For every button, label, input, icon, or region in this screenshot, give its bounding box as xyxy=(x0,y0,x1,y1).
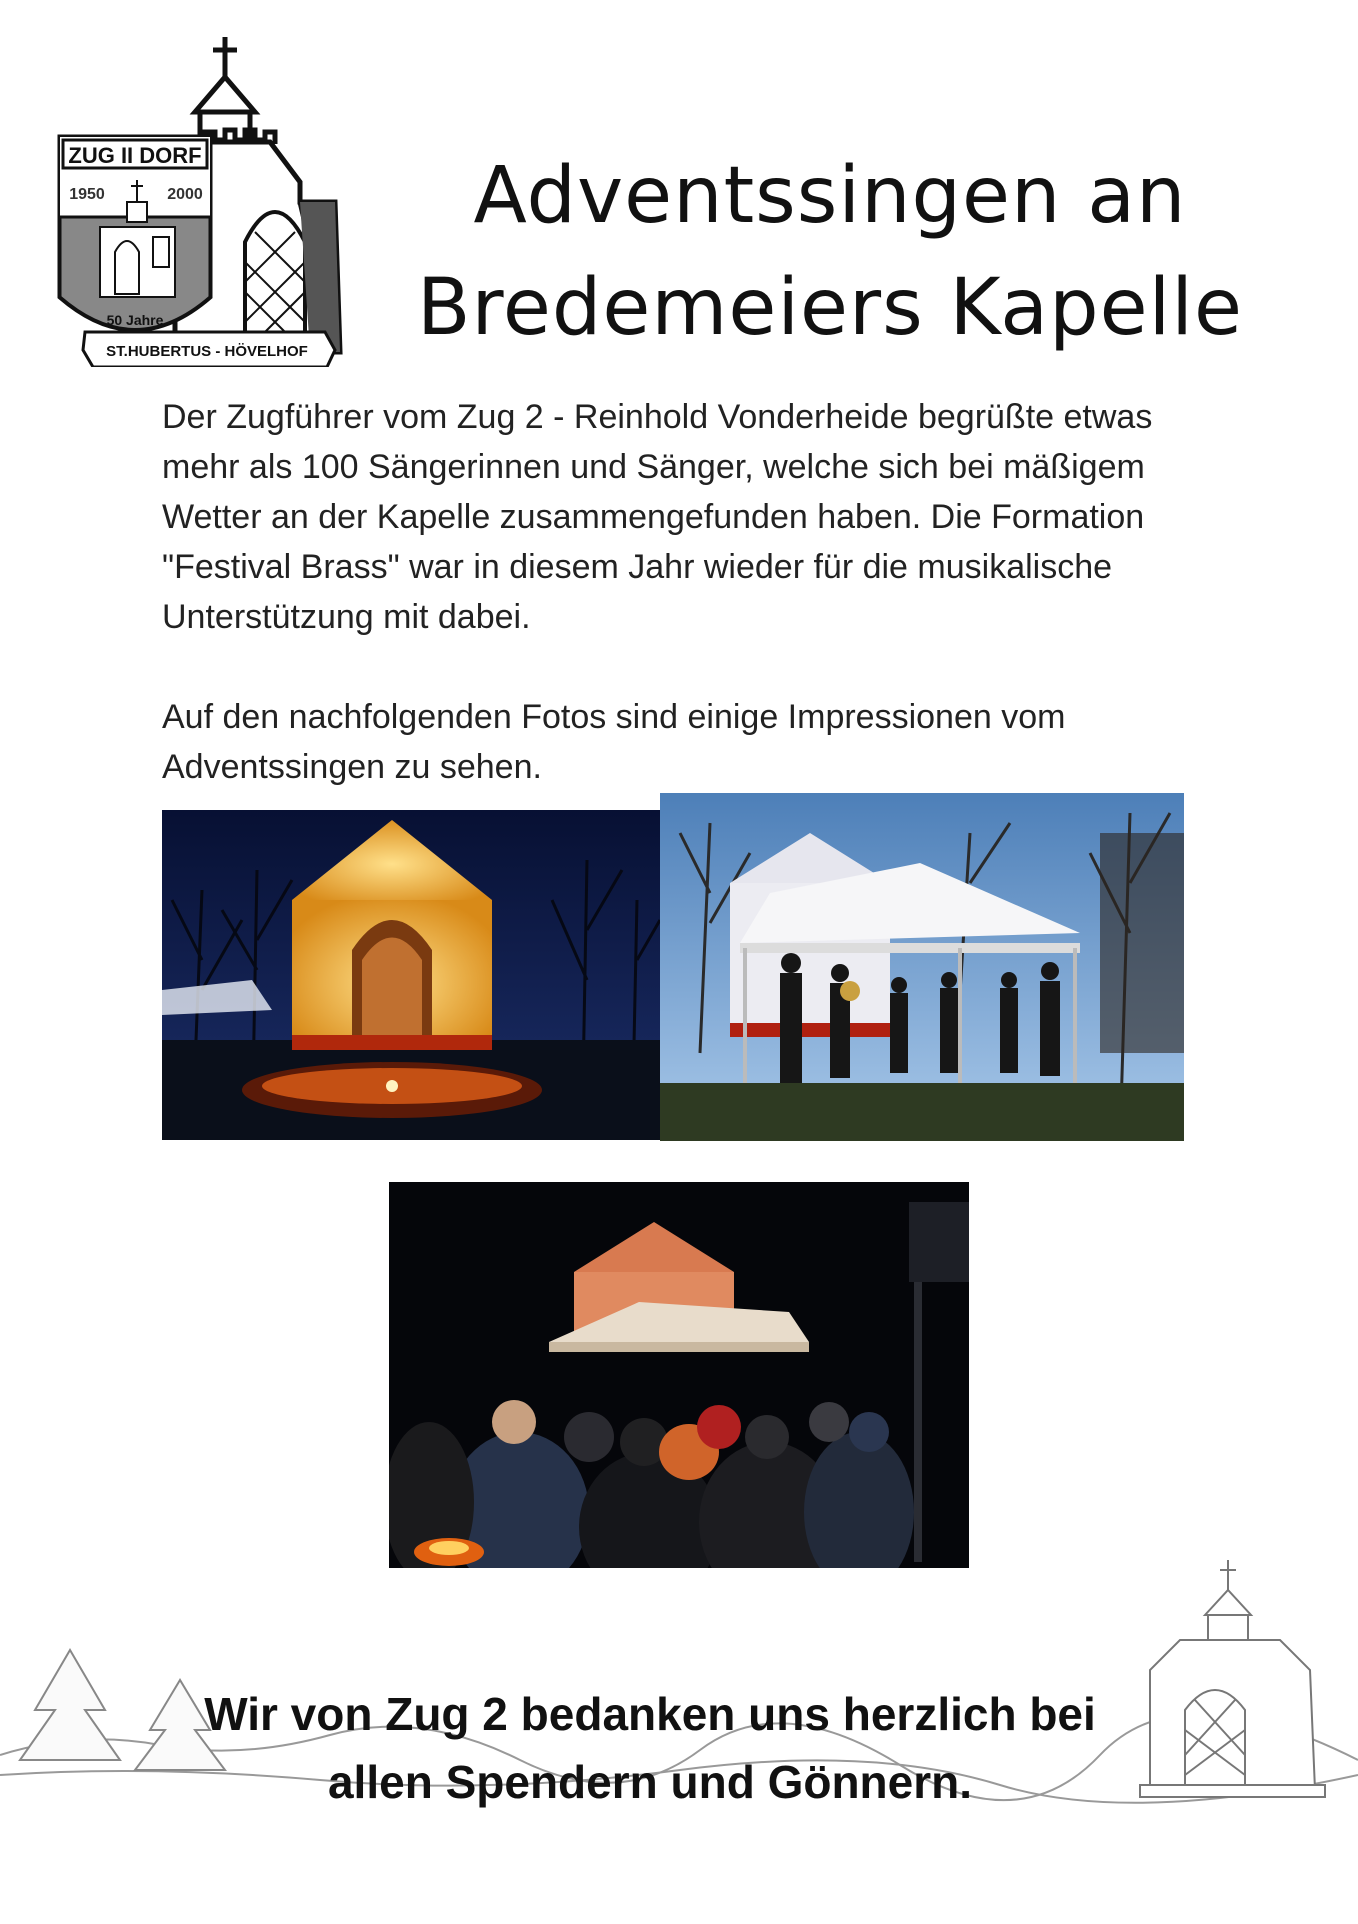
thank-you-message xyxy=(150,1680,1150,1816)
club-logo xyxy=(55,32,355,367)
thanks-line-1: Wir von Zug 2 bedanken uns herzlich bei xyxy=(204,1688,1096,1740)
title-line-2: Bredemeiers Kapelle xyxy=(417,263,1243,353)
thanks-line-2: allen Spendern und Gönnern. xyxy=(327,1756,973,1808)
title-line-1: Adventssingen an xyxy=(473,151,1187,241)
paragraph-photos: Auf den nachfolgenden Fotos sind einige Impressionen vom Adventssingen zu sehen. xyxy=(162,698,1066,786)
photo-brass-band xyxy=(660,793,1184,1141)
page-title xyxy=(400,140,1260,364)
footer-chapel-icon xyxy=(1140,1560,1325,1797)
logo-year-start: 1950 xyxy=(69,186,105,203)
photo-chapel xyxy=(162,810,660,1140)
logo-anniversary: 50 Jahre xyxy=(106,312,164,328)
paragraph-intro: Der Zugführer vom Zug 2 - Reinhold Vonderheide begrüßte etwas mehr als 100 Sängerinnen und Sänger, welche sich bei mäßigem Wetter an der Kapelle zusammengefunden haben. Die Formation "Festival Brass" war in diesem Jahr wieder für die musikalische Unterstützung mit dabei. xyxy=(162,398,1153,636)
article-body xyxy=(162,392,1222,792)
logo-year-end: 2000 xyxy=(167,186,203,203)
logo-banner: ST.HUBERTUS - HÖVELHOF xyxy=(106,343,308,360)
logo-top-label: ZUG II DORF xyxy=(68,143,202,168)
photo-crowd xyxy=(389,1182,969,1568)
